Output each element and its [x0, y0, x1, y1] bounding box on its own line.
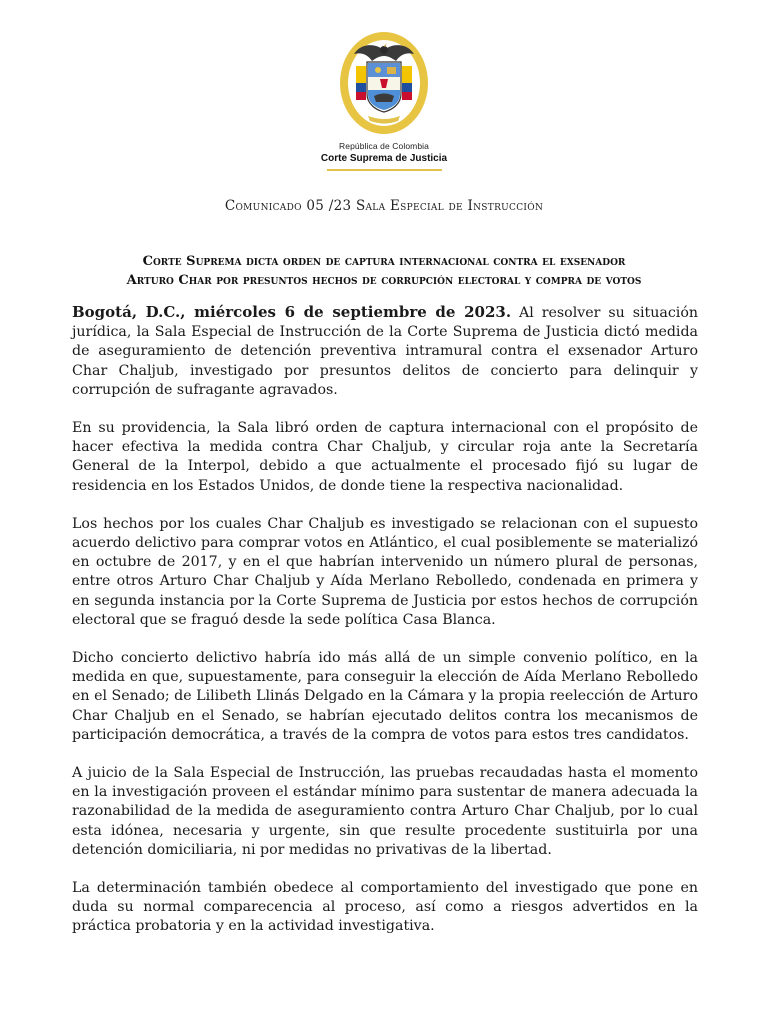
- headline-line-2: Arturo Char por presuntos hechos de corrupción electoral y compra de votos: [126, 273, 642, 288]
- headline-line-1: Corte Suprema dicta orden de captura internacional contra el exsenador: [142, 254, 626, 269]
- colombia-coat-of-arms-seal: [334, 28, 434, 138]
- communique-number: Comunicado 05 /23 Sala Especial de Instrucción: [224, 198, 544, 214]
- country-name: República de Colombia: [339, 141, 429, 151]
- paragraph-5: A juicio de la Sala Especial de Instrucción, las pruebas recaudadas hasta el momento en la investigación proveen el estándar mínimo para sustentar de manera adecuada la razonabilidad de la medida de aseguramiento contra Arturo Char Chaljub, por lo cual esta idónea, necesaria y urgente, sin que resulte procedente sustituirla por una detención domiciliaria, ni por medidas no privativas de la libertad.: [72, 765, 698, 858]
- paragraph-6: La determinación también obedece al comportamiento del investigado que pone en duda su normal comparecencia al proceso, así como a riesgos advertidos en la práctica probatoria y en la actividad investigativa.: [72, 880, 698, 935]
- paragraph-3: Los hechos por los cuales Char Chaljub es investigado se relacionan con el supuesto acuerdo delictivo para comprar votos en Atlántico, el cual posiblemente se materializó en octubre de 2017, y en el que habrían intervenido un número plural de personas, entre otros Arturo Char Chaljub y Aída Merlano Rebolledo, condenada en primera y en segunda instancia por la Corte Suprema de Justicia por estos hechos de corrupción electoral que se fraguó desde la sede política Casa Blanca.: [72, 515, 698, 628]
- headline: [60, 252, 708, 290]
- court-name: Corte Suprema de Justicia: [320, 153, 448, 164]
- paragraph-4: Dicho concierto delictivo habría ido más allá de un simple convenio político, en la medida en que, supuestamente, para conseguir la elección de Aída Merlano Rebolledo en el Senado; de Lilibeth Llinás Delgado en la Cámara y la propia reelección de Arturo Char Chaljub en el Senado, se habrían ejecutado delitos contra los mecanismos de participación democrática, a través de la compra de votos para estos tres candidatos.: [72, 650, 698, 743]
- article-body: [72, 303, 698, 956]
- dateline: Bogotá, D.C., miércoles 6 de septiembre de 2023.: [72, 303, 512, 321]
- paragraph-1: [72, 303, 698, 400]
- paragraph-1-text: Al resolver su situación jurídica, la Sala Especial de Instrucción de la Corte Suprema de Justicia dictó medida de aseguramiento de detención preventiva intramural contra el exsenador Arturo Char Chaljub, investigado por presuntos delitos de concierto para delinquir y corrupción de sufragante agravados.: [72, 305, 698, 398]
- letterhead: [0, 28, 768, 171]
- header-divider: [327, 169, 442, 171]
- paragraph-2: En su providencia, la Sala libró orden de captura internacional con el propósito de hacer efectiva la medida contra Char Chaljub, y circular roja ante la Secretaría General de la Interpol, debido a que actualmente el procesado fijó su lugar de residencia en los Estados Unidos, de donde tiene la respectiva nacionalidad.: [72, 420, 698, 494]
